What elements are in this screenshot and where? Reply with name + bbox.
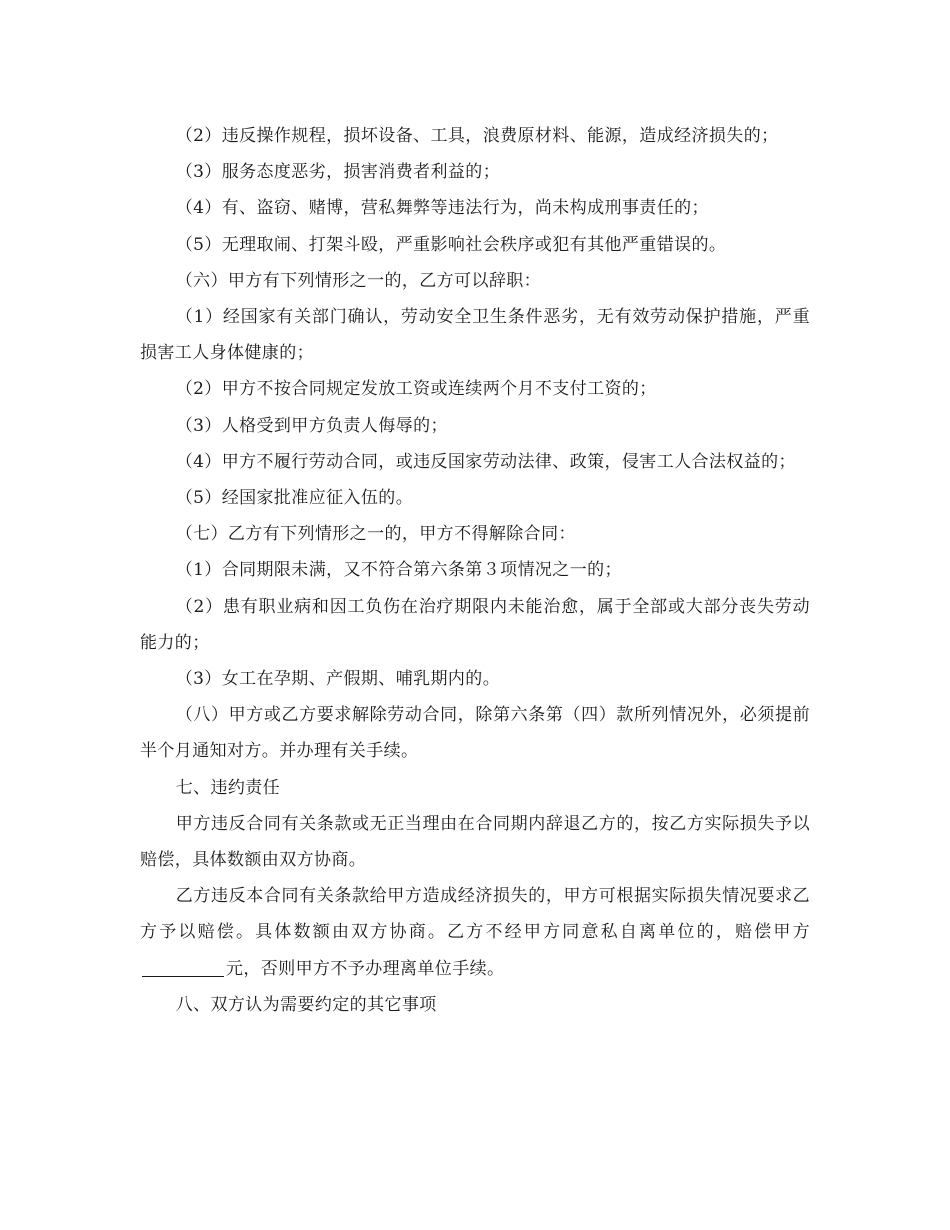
article-7-heading: 七、违约责任 xyxy=(175,777,281,798)
document-body xyxy=(140,118,810,1023)
employer-breach-paragraph: 甲方违反合同有关条款或无正当理由在合同期内辞退乙方的，按乙方实际损失予以赔偿，具体数额由双方协商。 xyxy=(140,813,810,871)
clause-2-equipment-damage: （2）违反操作规程，损坏设备、工具，浪费原材料、能源，造成经济损失的； xyxy=(175,126,779,146)
no-termination-clause-1: （1）合同期限未满，又不符合第六条第３项情况之一的； xyxy=(175,560,622,581)
article-8-heading: 八、双方认为需要约定的其它事项 xyxy=(175,994,437,1015)
employee-breach-text-end: 元，否则甲方不予办理离单位手续。 xyxy=(226,958,505,979)
clause-4-illegal-acts: （4）有、盗窃、赌博，营私舞弊等违法行为，尚未构成刑事责任的； xyxy=(175,198,709,219)
resign-clause-4-breach: （4）甲方不履行劳动合同，或违反国家劳动法律、政策，侵害工人合法权益的； xyxy=(175,451,796,472)
no-termination-clause-3: （3）女工在孕期、产假期、哺乳期内的。 xyxy=(175,669,501,690)
section-8-notice: （八）甲方或乙方要求解除劳动合同，除第六条第（四）款所列情况外，必须提前半个月通知对方。并办理有关手续。 xyxy=(140,705,810,762)
employee-breach-text: 乙方违反本合同有关条款给甲方造成经济损失的，甲方可根据实际损失情况要求乙方予以赔偿。具体数额由双方协商。乙方不经甲方同意私自离单位的，赔偿甲方 xyxy=(140,886,810,943)
resign-clause-2-unpaid-wages: （2）甲方不按合同规定发放工资或连续两个月不支付工资的； xyxy=(175,379,657,400)
clause-3-poor-service: （3）服务态度恶劣，损害消费者利益的； xyxy=(175,162,501,183)
resign-clause-3-insult: （3）人格受到甲方负责人侮辱的； xyxy=(175,415,448,436)
no-termination-clause-2: （2）患有职业病和因工负伤在治疗期限内未能治愈，属于全部或大部分丧失劳动能力的； xyxy=(140,596,810,653)
employee-breach-paragraph xyxy=(140,878,810,987)
resign-clause-1-unsafe-conditions: （1）经国家有关部门确认，劳动安全卫生条件恶劣，无有效劳动保护措施，严重损害工人身体健康的； xyxy=(140,307,810,364)
clause-5-disorder: （5）无理取闹、打架斗殴，严重影响社会秩序或犯有其他严重错误的。 xyxy=(175,234,727,255)
section-6-resignation-heading: （六）甲方有下列情形之一的，乙方可以辞职： xyxy=(175,270,542,291)
compensation-amount-blank[interactable] xyxy=(142,958,224,977)
section-7-no-termination-heading: （七）乙方有下列情形之一的，甲方不得解除合同： xyxy=(175,524,576,545)
resign-clause-5-enlistment: （5）经国家批准应征入伍的。 xyxy=(175,488,414,509)
